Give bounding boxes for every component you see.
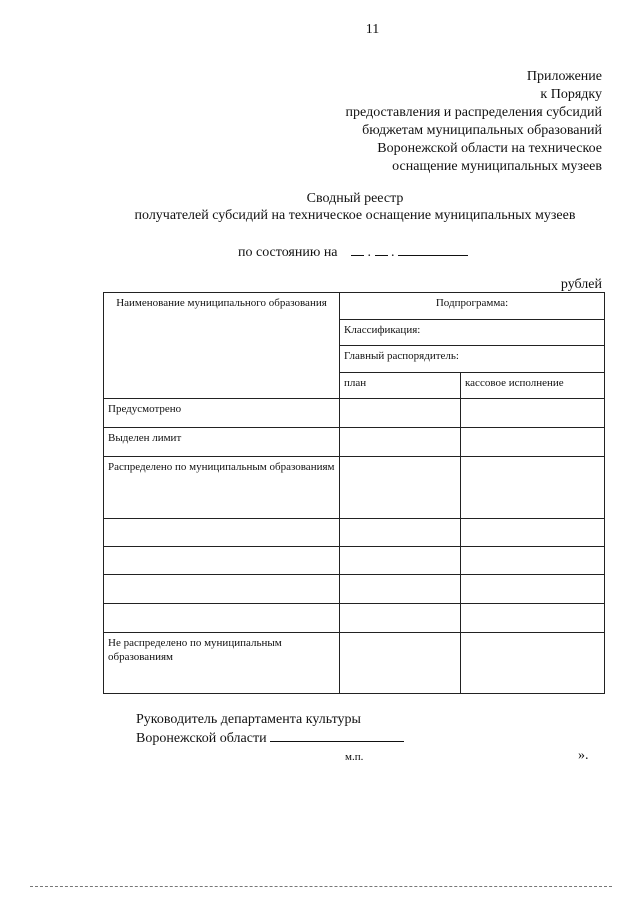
table-cell [461, 519, 605, 547]
closing-quote: ». [578, 748, 589, 763]
cash-execution-header: кассовое исполнение [461, 373, 605, 399]
stamp-label: м.п. [345, 751, 364, 763]
document-title [0, 190, 640, 224]
month-blank [375, 243, 388, 256]
title-line-2: получателей субсидий на техническое оснащение муниципальных музеев [134, 208, 576, 223]
signature-block [136, 711, 404, 748]
signature-line-2: Воронежской области [136, 731, 267, 746]
date-separator: . [391, 245, 395, 260]
year-blank [398, 243, 468, 256]
row-label: Выделен лимит [104, 428, 340, 457]
date-separator: . [367, 245, 372, 260]
table-cell [340, 399, 461, 428]
as-of-date [238, 243, 468, 261]
row-label: Предусмотрено [104, 399, 340, 428]
table-cell [340, 547, 461, 575]
table-row [104, 457, 605, 519]
appendix-line: Воронежской области на техническое [377, 141, 602, 156]
title-line-1: Сводный реестр [306, 191, 404, 206]
page-number: 11 [365, 22, 380, 37]
table-row [104, 399, 605, 428]
table-row [104, 519, 605, 547]
signature-blank [270, 729, 404, 742]
table-cell [461, 428, 605, 457]
table-cell [340, 604, 461, 633]
table-cell [104, 519, 340, 547]
table-row [104, 604, 605, 633]
table-cell [461, 457, 605, 519]
table-cell [340, 633, 461, 694]
table-row [104, 575, 605, 604]
table-cell [104, 575, 340, 604]
subprogram-cell: Подпрограмма: [340, 293, 605, 320]
appendix-line: к Порядку [540, 87, 602, 102]
footer-divider [30, 886, 612, 887]
header-name-cell: Наименование муниципального образования [104, 293, 340, 399]
appendix-line: оснащение муниципальных музеев [392, 159, 602, 174]
table-cell [461, 575, 605, 604]
row-label: Распределено по муниципальным образованиям [104, 457, 340, 519]
table-cell [340, 428, 461, 457]
table-row [104, 428, 605, 457]
table-cell [340, 457, 461, 519]
table-cell [104, 547, 340, 575]
signature-line-2-wrap [136, 729, 404, 748]
table-row [104, 547, 605, 575]
units-label: рублей [560, 277, 602, 292]
signature-line-1: Руководитель департамента культуры [136, 712, 361, 727]
appendix-line: предоставления и распределения субсидий [345, 105, 602, 120]
table-cell [104, 604, 340, 633]
row-label: Не распределено по муниципальным образованиям [104, 633, 340, 694]
plan-header: план [340, 373, 461, 399]
table-cell [340, 519, 461, 547]
appendix-line: бюджетам муниципальных образований [362, 123, 602, 138]
table-cell [461, 604, 605, 633]
day-blank [351, 243, 364, 256]
as-of-label: по состоянию на [238, 245, 338, 260]
table-row [104, 633, 605, 694]
table-cell [461, 633, 605, 694]
table-cell [461, 399, 605, 428]
register-table [103, 292, 605, 694]
appendix-block [346, 68, 602, 176]
table-cell [340, 575, 461, 604]
appendix-line: Приложение [526, 69, 602, 84]
header-row [104, 293, 605, 320]
classification-cell: Классификация: [340, 320, 605, 346]
table-cell [461, 547, 605, 575]
main-manager-cell: Главный распорядитель: [340, 346, 605, 373]
